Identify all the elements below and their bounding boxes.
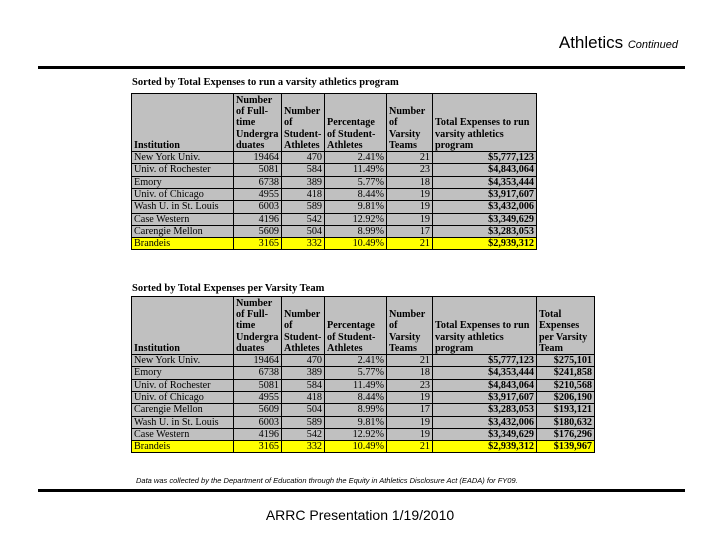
table-cell: 17 xyxy=(387,225,433,237)
table-row xyxy=(132,201,537,213)
table-cell: $2,939,312 xyxy=(433,441,537,453)
table-row xyxy=(132,213,537,225)
table-cell: $5,777,123 xyxy=(433,152,537,164)
table-cell: $180,632 xyxy=(537,416,595,428)
header-institution: Institution xyxy=(132,297,234,355)
header-institution: Institution xyxy=(132,94,234,152)
table1-title: Sorted by Total Expenses to run a varsity athletics program xyxy=(132,77,399,88)
table-row xyxy=(132,225,537,237)
page-title xyxy=(559,33,678,53)
table-cell: $3,349,629 xyxy=(433,428,537,440)
table-cell: Case Western xyxy=(132,213,234,225)
table-cell: $3,349,629 xyxy=(433,213,537,225)
header-total-expenses: Total Expenses to run varsity athletics program xyxy=(433,94,537,152)
table-cell: 23 xyxy=(387,164,433,176)
table-cell: $241,858 xyxy=(537,367,595,379)
table-cell: 5081 xyxy=(234,379,282,391)
table-cell: 19 xyxy=(387,201,433,213)
table-cell: 5609 xyxy=(234,404,282,416)
table-cell: Wash U. in St. Louis xyxy=(132,416,234,428)
table-cell: 18 xyxy=(387,176,433,188)
table-cell: 584 xyxy=(282,379,325,391)
table-cell: $4,353,444 xyxy=(433,176,537,188)
table-cell: 542 xyxy=(282,213,325,225)
header-varsity-teams: Number of Varsity Teams xyxy=(387,297,433,355)
table-cell: 4955 xyxy=(234,188,282,200)
table-cell: 19 xyxy=(387,391,433,403)
table-cell: 3165 xyxy=(234,238,282,250)
table-row xyxy=(132,238,537,250)
table-cell: 5081 xyxy=(234,164,282,176)
table-cell: $3,917,607 xyxy=(433,391,537,403)
table-cell: $4,843,064 xyxy=(433,379,537,391)
page-subtitle: Continued xyxy=(627,39,678,51)
footer: ARRC Presentation 1/19/2010 xyxy=(265,507,455,523)
table-cell: 5.77% xyxy=(325,176,387,188)
table-row xyxy=(132,355,595,367)
table-cell: 21 xyxy=(387,355,433,367)
table-header-row xyxy=(132,297,595,355)
table-cell: 3165 xyxy=(234,441,282,453)
table-cell: 19 xyxy=(387,428,433,440)
header-total-expenses: Total Expenses to run varsity athletics program xyxy=(433,297,537,355)
table-row xyxy=(132,428,595,440)
table-cell: 10.49% xyxy=(325,238,387,250)
table-cell: Univ. of Chicago xyxy=(132,188,234,200)
table-cell: 4196 xyxy=(234,213,282,225)
table-cell: $4,843,064 xyxy=(433,164,537,176)
table-cell: 11.49% xyxy=(325,164,387,176)
table-cell: $210,568 xyxy=(537,379,595,391)
table-cell: 18 xyxy=(387,367,433,379)
header-student-athletes: Number of Student- Athletes xyxy=(282,94,325,152)
table-cell: 12.92% xyxy=(325,213,387,225)
table-cell: 19 xyxy=(387,416,433,428)
table-row xyxy=(132,164,537,176)
table-cell: 418 xyxy=(282,188,325,200)
top-divider xyxy=(38,66,685,69)
table-cell: 21 xyxy=(387,238,433,250)
table-row xyxy=(132,441,595,453)
table-cell: 504 xyxy=(282,404,325,416)
table-cell: $2,939,312 xyxy=(433,238,537,250)
table-cell: Carengie Mellon xyxy=(132,404,234,416)
header-percentage: Percentage of Student- Athletes xyxy=(325,94,387,152)
table-row xyxy=(132,152,537,164)
table-cell: 418 xyxy=(282,391,325,403)
table-cell: $3,432,006 xyxy=(433,201,537,213)
table-cell: 19 xyxy=(387,188,433,200)
table-cell: $3,917,607 xyxy=(433,188,537,200)
table-row xyxy=(132,188,537,200)
table-cell: 332 xyxy=(282,441,325,453)
table-cell: $5,777,123 xyxy=(433,355,537,367)
table-cell: 6738 xyxy=(234,367,282,379)
table-cell: Brandeis xyxy=(132,238,234,250)
table-header-row xyxy=(132,94,537,152)
table-cell: 19464 xyxy=(234,355,282,367)
table-cell: 11.49% xyxy=(325,379,387,391)
table-cell: 2.41% xyxy=(325,152,387,164)
table-cell: Wash U. in St. Louis xyxy=(132,201,234,213)
table-cell: 6738 xyxy=(234,176,282,188)
table-cell: 8.44% xyxy=(325,391,387,403)
table-cell: $206,190 xyxy=(537,391,595,403)
table-cell: Univ. of Rochester xyxy=(132,379,234,391)
table-cell: 21 xyxy=(387,152,433,164)
table-cell: 17 xyxy=(387,404,433,416)
table-cell: 589 xyxy=(282,416,325,428)
table-cell: 23 xyxy=(387,379,433,391)
table-cell: 6003 xyxy=(234,201,282,213)
table-cell: New York Univ. xyxy=(132,152,234,164)
table-cell: 9.81% xyxy=(325,201,387,213)
table-row xyxy=(132,379,595,391)
table-cell: 542 xyxy=(282,428,325,440)
table-row xyxy=(132,404,595,416)
table-cell: 589 xyxy=(282,201,325,213)
table-cell: 5.77% xyxy=(325,367,387,379)
table-row xyxy=(132,391,595,403)
header-varsity-teams: Number of Varsity Teams xyxy=(387,94,433,152)
table-cell: 389 xyxy=(282,367,325,379)
header-percentage: Percentage of Student- Athletes xyxy=(325,297,387,355)
table-cell: 470 xyxy=(282,152,325,164)
table-cell: 4196 xyxy=(234,428,282,440)
table-cell: 19464 xyxy=(234,152,282,164)
table-cell: 584 xyxy=(282,164,325,176)
table-cell: $139,967 xyxy=(537,441,595,453)
table-cell: 21 xyxy=(387,441,433,453)
table-row xyxy=(132,367,595,379)
table-cell: Carengie Mellon xyxy=(132,225,234,237)
table-cell: $4,353,444 xyxy=(433,367,537,379)
page-title-text: Athletics xyxy=(558,33,624,52)
table-cell: Emory xyxy=(132,176,234,188)
table-cell: Univ. of Chicago xyxy=(132,391,234,403)
table-cell: 8.99% xyxy=(325,225,387,237)
header-expenses-per-team: Total Expenses per Varsity Team xyxy=(537,297,595,355)
table-cell: $193,121 xyxy=(537,404,595,416)
table2-title: Sorted by Total Expenses per Varsity Team xyxy=(132,283,325,294)
table-cell: $3,432,006 xyxy=(433,416,537,428)
table-cell: 4955 xyxy=(234,391,282,403)
header-student-athletes: Number of Student- Athletes xyxy=(282,297,325,355)
table-cell: 10.49% xyxy=(325,441,387,453)
table-cell: 9.81% xyxy=(325,416,387,428)
table-cell: 504 xyxy=(282,225,325,237)
table-cell: $176,296 xyxy=(537,428,595,440)
table-cell: 5609 xyxy=(234,225,282,237)
table-cell: 332 xyxy=(282,238,325,250)
expenses-per-team-table xyxy=(131,296,595,453)
table-row xyxy=(132,416,595,428)
header-undergrads: Number of Full- time Undergra duates xyxy=(234,94,282,152)
table-cell: New York Univ. xyxy=(132,355,234,367)
table-cell: 2.41% xyxy=(325,355,387,367)
table-cell: 19 xyxy=(387,213,433,225)
table-cell: Case Western xyxy=(132,428,234,440)
header-undergrads: Number of Full- time Undergra duates xyxy=(234,297,282,355)
table-cell: 470 xyxy=(282,355,325,367)
table-cell: Brandeis xyxy=(132,441,234,453)
table-row xyxy=(132,176,537,188)
bottom-divider xyxy=(38,489,685,492)
table-cell: 8.99% xyxy=(325,404,387,416)
table-cell: 389 xyxy=(282,176,325,188)
table-cell: 8.44% xyxy=(325,188,387,200)
table-cell: 12.92% xyxy=(325,428,387,440)
table-cell: $3,283,053 xyxy=(433,225,537,237)
table-cell: Emory xyxy=(132,367,234,379)
table-cell: 6003 xyxy=(234,416,282,428)
table-cell: $275,101 xyxy=(537,355,595,367)
table-cell: Univ. of Rochester xyxy=(132,164,234,176)
expenses-table xyxy=(131,93,537,250)
footnote: Data was collected by the Department of Education through the Equity in Athletics Disclosure Act (EADA) for FY09. xyxy=(136,476,518,485)
table-cell: $3,283,053 xyxy=(433,404,537,416)
